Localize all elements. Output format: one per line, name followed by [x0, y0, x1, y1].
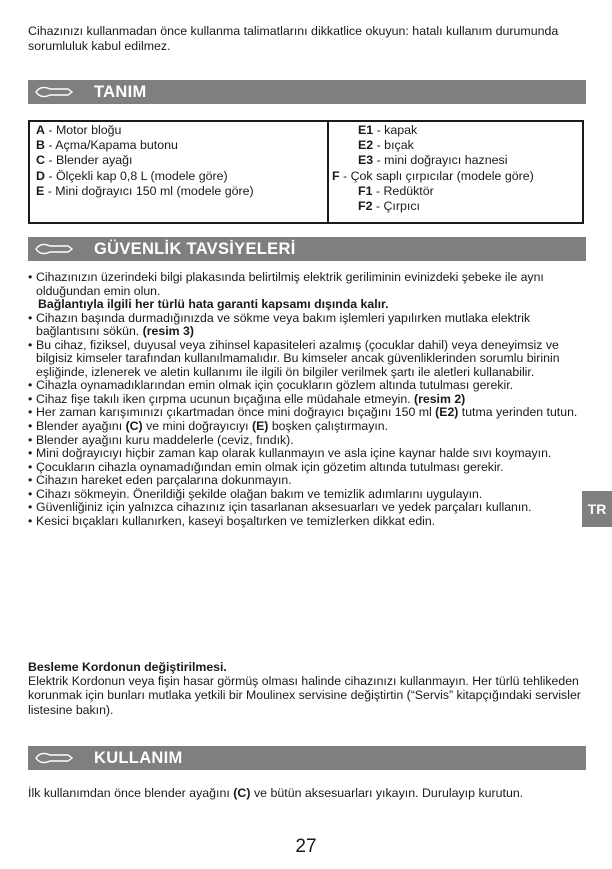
legend-item: F2 - Çırpıcı	[358, 199, 420, 214]
legend-item: C - Blender ayağı	[36, 153, 133, 168]
list-item: • Cihazın başında durmadığınızda ve sökme veya bakım işlemleri yapılırken mutlaka elektrik bağlantısını sökün. (resim 3)	[28, 310, 531, 339]
legend-item: E3 - mini doğrayıcı haznesi	[358, 153, 508, 168]
list-item: • Cihazınızın üzerindeki bilgi plakasında belirtilmiş elektrik geriliminin evinizdeki şebeke ile aynı olduğundan emin olun.	[28, 270, 544, 298]
legend-item: D - Ölçekli kap 0,8 L (modele göre)	[36, 168, 228, 183]
list-item: Bağlantıyla ilgili her türlü hata garanti kapsamı dışında kalır.	[38, 297, 389, 312]
list-item: • Cihazla oynamadıklarından emin olmak için çocukların gözlem altında tutulması gerekir.	[28, 378, 514, 393]
hand-pointer-icon	[34, 750, 74, 766]
legend-item: E - Mini doğrayıcı 150 ml (modele göre)	[36, 183, 254, 198]
list-item: • Çocukların cihazla oynamadığından emin olmak için gözetim altında tutulması gerekir.	[28, 459, 504, 474]
legend-item: A - Motor bloğu	[36, 123, 122, 137]
legend-item: F1 - Redüktör	[358, 183, 434, 198]
list-item: • Güvenliğiniz için yalnızca cihazınız için tasarlanan aksesuarları ve yedek parçaları kullanın.	[28, 500, 532, 515]
list-item: • Blender ayağını kuru maddelerle (ceviz, fındık).	[28, 432, 294, 447]
section-title: GÜVENLİK TAVSİYELERİ	[94, 240, 296, 258]
safety-list	[28, 271, 588, 528]
legend-left-column	[36, 123, 254, 199]
legend-item: B - Açma/Kapama butonu	[36, 138, 178, 153]
legend-divider	[327, 122, 329, 222]
section-title: KULLANIM	[94, 749, 183, 767]
hand-pointer-icon	[34, 241, 74, 257]
cord-replacement	[28, 660, 588, 717]
list-item: • Kesici bıçakları kullanırken, kaseyi boşaltırken ve temizlerken dikkat edin.	[28, 513, 436, 528]
list-item: • Cihazı sökmeyin. Önerildiği şekilde olağan bakım ve temizlik adımlarını uygulayın.	[28, 486, 483, 501]
list-item: • Bu cihaz, fiziksel, duyusal veya zihinsel kapasiteleri azalmış (çocuklar dahil) veya deneyimsiz ve bilgisiz kimseler tarafından kullanılmamalıdır. Bu kimseler ancak güvenliklerinden sorumlu birinin eşliğinde, izlenerek ve aletin kullanımı ile ilgili ön bilgiler verilmek şartı ile aletleri kullanabilir.	[28, 337, 560, 379]
hand-pointer-icon	[34, 84, 74, 100]
cord-title: Besleme Kordonun değiştirilmesi.	[28, 660, 227, 674]
list-item: • Cihaz fişe takılı iken çırpma ucunun bıçağına elle müdahale etmeyin. (resim 2)	[28, 391, 466, 406]
legend-right-column	[332, 123, 534, 214]
language-tab: TR	[582, 491, 612, 527]
list-item: • Mini doğrayıcıyı hiçbir zaman kap olarak kullanmayın ve asla içine kaynar halde sıvı koymayın.	[28, 446, 552, 461]
list-item: • Blender ayağını (C) ve mini doğrayıcıyı (E) boşken çalıştırmayın.	[28, 419, 389, 434]
usage-text: İlk kullanımdan önce blender ayağını (C) ve bütün aksesuarları yıkayın. Durulayıp kurutun.	[28, 786, 524, 800]
section-header-kullanim	[28, 746, 586, 770]
page-number: 27	[295, 836, 317, 857]
parts-legend	[28, 120, 584, 224]
list-item: • Cihazın hareket eden parçalarına dokunmayın.	[28, 473, 292, 488]
list-item: • Her zaman karışımınızı çıkartmadan önce mini doğrayıcı bıçağını 150 ml (E2) tutma yerinden tutun.	[28, 405, 578, 420]
section-header-tanim	[28, 80, 586, 104]
intro-text: Cihazınızı kullanmadan önce kullanma talimatlarını dikkatlice okuyun: hatalı kullanım durumunda sorumluluk kabul edilmez.	[28, 24, 559, 53]
cord-text: Elektrik Kordonun veya fişin hasar görmüş olması halinde cihazınızı kullanmayın. Her türlü tehlikeden korunmak için bunları mutlaka yetkili bir Moulinex servisine değiştirtin (“Servis” kitapçığındaki servisler listesine bakın).	[28, 674, 581, 717]
legend-item: E2 - bıçak	[358, 138, 414, 153]
legend-item: F - Çok saplı çırpıcılar (modele göre)	[332, 168, 534, 183]
section-title: TANIM	[94, 83, 147, 101]
legend-item: E1 - kapak	[358, 123, 418, 137]
section-header-guvenlik	[28, 237, 586, 261]
